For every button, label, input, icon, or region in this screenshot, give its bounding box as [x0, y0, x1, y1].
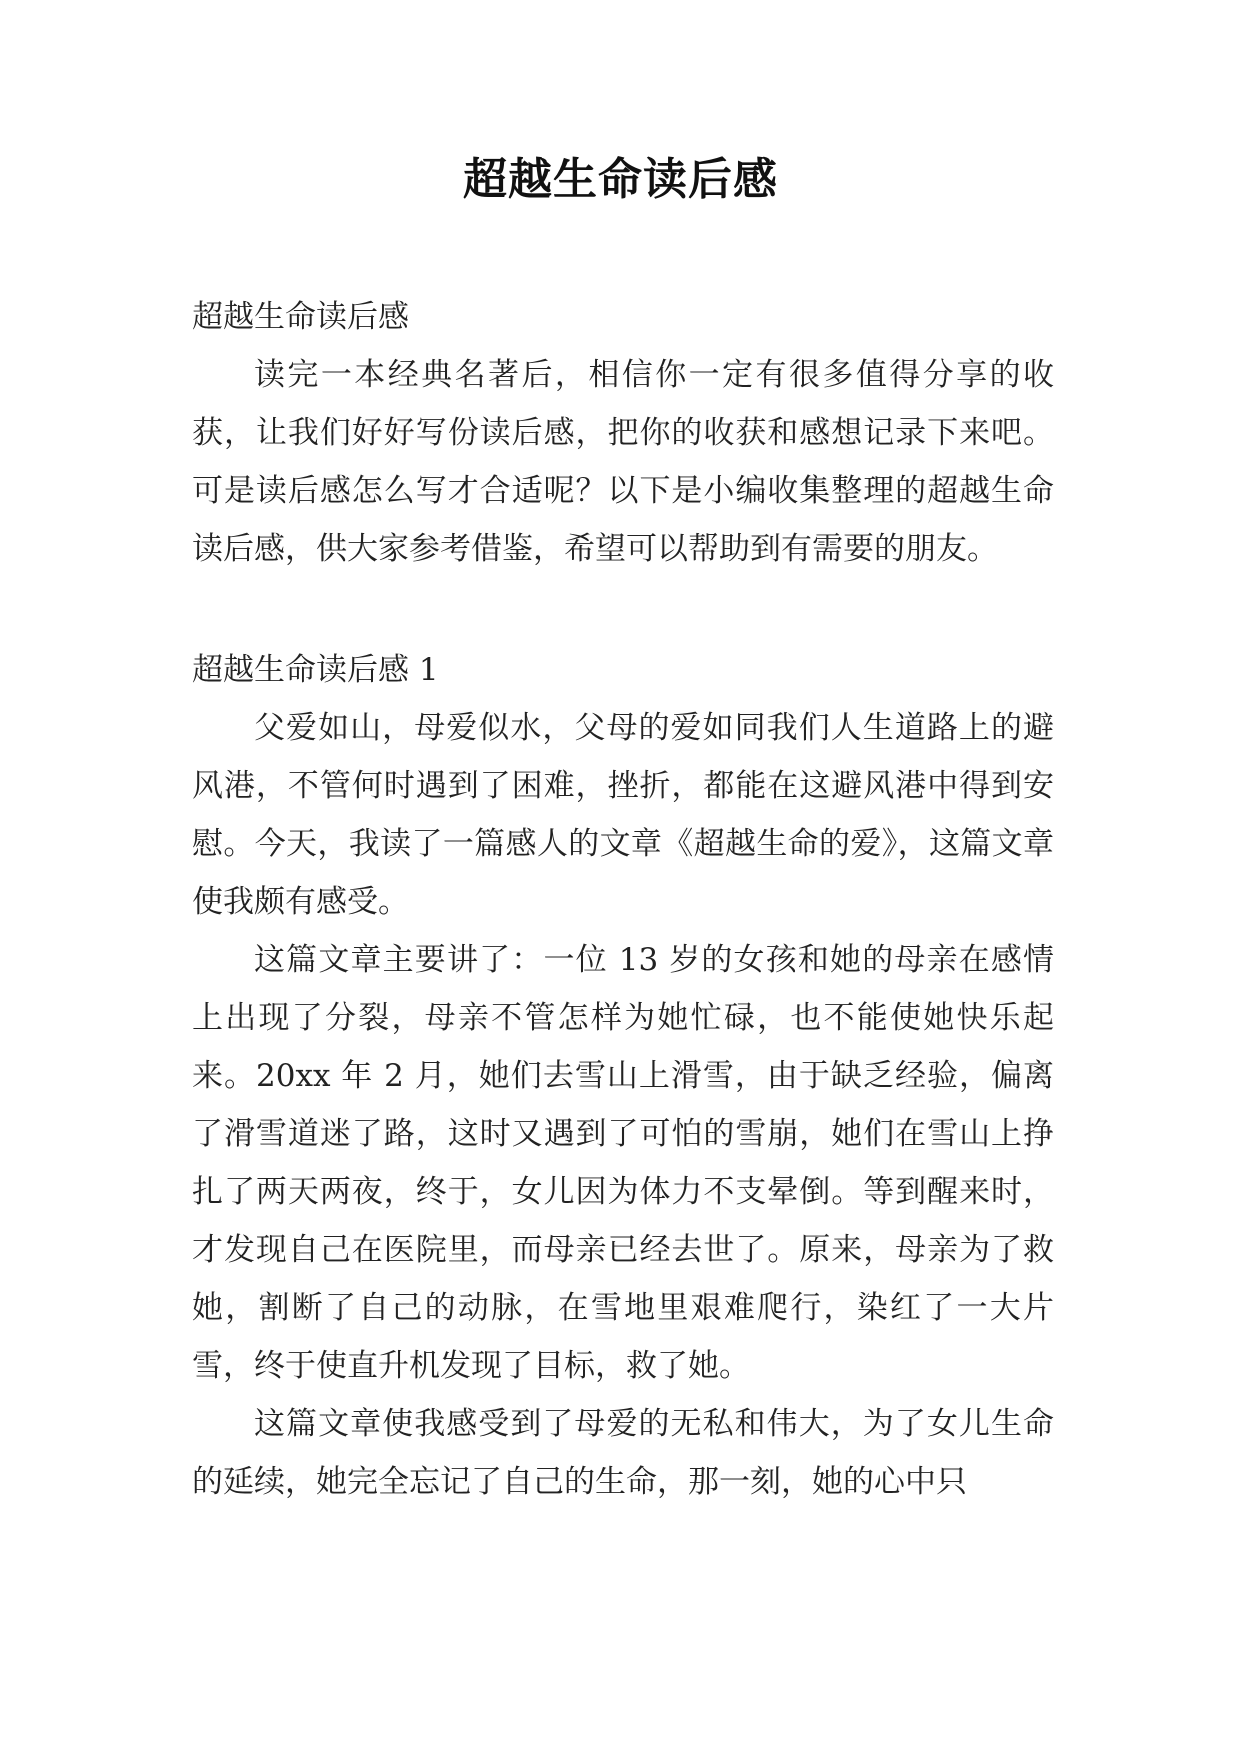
section-1-paragraph-2: 这篇文章主要讲了：一位 13 岁的女孩和她的母亲在感情上出现了分裂，母亲不管怎样为她忙碌，也不能使她快乐起来。20xx 年 2 月，她们去雪山上滑雪，由于缺乏经验，偏离了滑雪道迷了路，这时又遇到了可怕的雪崩，她们在雪山上挣扎了两天两夜，终于，女儿因为体力不支晕倒。等到醒来时，才发现自己在医院里，而母亲已经去世了。原来，母亲为了救她，割断了自己的动脉，在雪地里艰难爬行，染红了一大片雪，终于使直升机发现了目标，救了她。 [192, 942, 1054, 1384]
section-1-heading: 超越生命读后感 1 [192, 652, 439, 688]
document-body [192, 288, 1054, 1511]
intro-paragraph: 读完一本经典名著后，相信你一定有很多值得分享的收获，让我们好好写份读后感，把你的收获和感想记录下来吧。可是读后感怎么写才合适呢？以下是小编收集整理的超越生命读后感，供大家参考借鉴，希望可以帮助到有需要的朋友。 [192, 357, 1054, 567]
document-title: 超越生命读后感 [463, 154, 778, 205]
intro-heading: 超越生命读后感 [192, 299, 409, 335]
section-spacer [192, 578, 1054, 641]
section-1-paragraph-3: 这篇文章使我感受到了母爱的无私和伟大，为了女儿生命的延续，她完全忘记了自己的生命，那一刻，她的心中只 [192, 1406, 1054, 1500]
section-1-paragraph-1: 父爱如山，母爱似水，父母的爱如同我们人生道路上的避风港，不管何时遇到了困难，挫折，都能在这避风港中得到安慰。今天，我读了一篇感人的文章《超越生命的爱》，这篇文章使我颇有感受。 [192, 710, 1054, 920]
